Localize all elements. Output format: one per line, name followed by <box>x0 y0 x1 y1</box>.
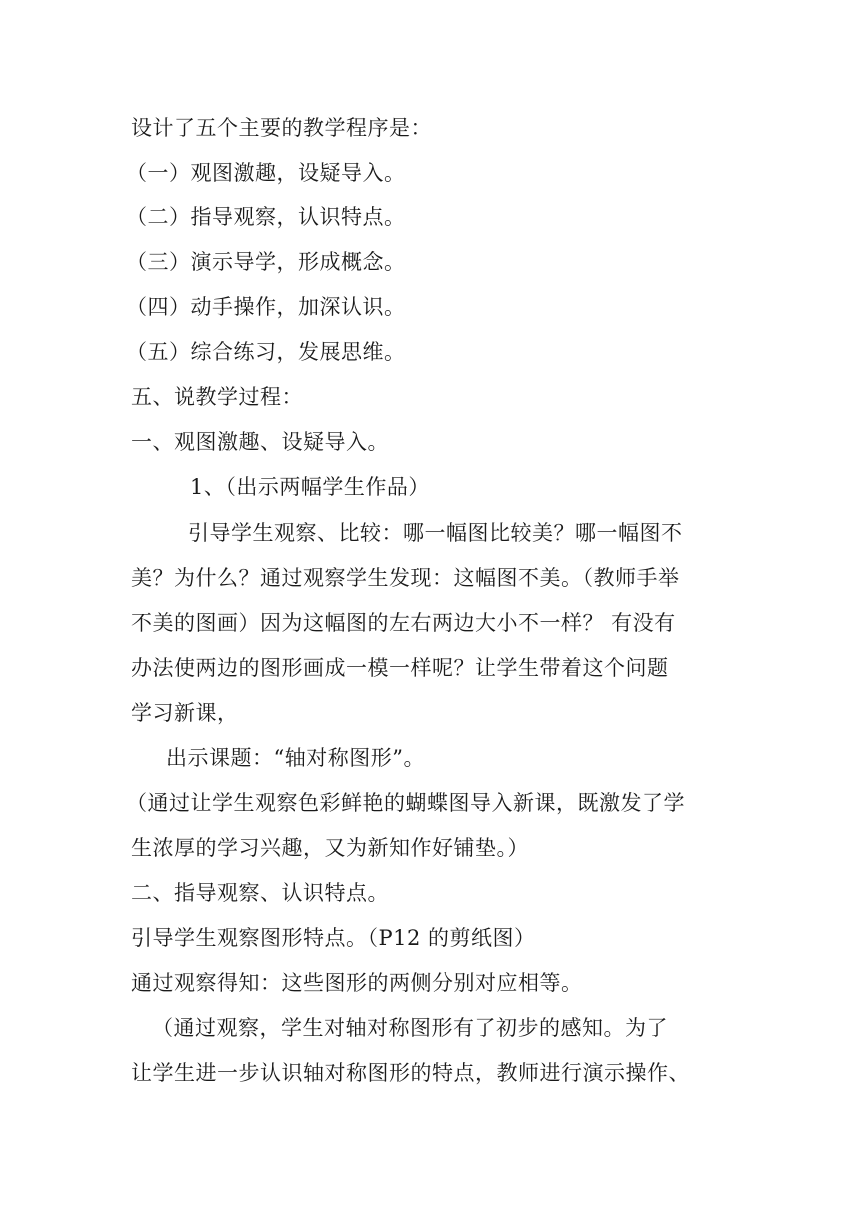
text-line-1: 设计了五个主要的教学程序是： <box>131 116 432 140</box>
text-line-13: 办法使两边的图形画成一模一样呢？让学生带着这个问题 <box>131 656 669 680</box>
text-line-4: （三）演示导学，形成概念。 <box>126 250 406 274</box>
section-heading-one: 一、观图激趣、设疑导入。 <box>131 430 389 454</box>
text-line-2: （一）观图激趣，设疑导入。 <box>126 161 406 185</box>
text-line-22: 让学生进一步认识轴对称图形的特点，教师进行演示操作、 <box>131 1061 690 1085</box>
text-line-12: 不美的图画）因为这幅图的左右两边大小不一样？ 有没有 <box>131 611 676 635</box>
text-line-14: 学习新课， <box>131 701 239 725</box>
text-line-16: （通过让学生观察色彩鲜艳的蝴蝶图导入新课，既激发了学 <box>126 791 685 815</box>
section-heading-five: 五、说教学过程： <box>131 385 303 409</box>
section-heading-two: 二、指导观察、认识特点。 <box>131 881 389 905</box>
text-line-9: 1、（出示两幅学生作品） <box>190 475 430 499</box>
lesson-title-line: 出示课题：“轴对称图形”。 <box>166 746 425 770</box>
text-line-20: 通过观察得知：这些图形的两侧分别对应相等。 <box>131 971 583 995</box>
text-line-3: （二）指导观察，认识特点。 <box>126 205 406 229</box>
text-line-5: （四）动手操作，加深认识。 <box>126 295 406 319</box>
text-line-19: 引导学生观察图形特点。（P12 的剪纸图） <box>131 926 536 950</box>
text-line-10: 引导学生观察、比较：哪一幅图比较美？哪一幅图不 <box>188 521 683 545</box>
text-line-17: 生浓厚的学习兴趣，又为新知作好铺垫。） <box>131 836 529 860</box>
text-line-11: 美？为什么？通过观察学生发现：这幅图不美。（教师手举 <box>131 566 680 590</box>
text-line-6: （五）综合练习，发展思维。 <box>126 340 406 364</box>
text-line-21: （通过观察，学生对轴对称图形有了初步的感知。为了 <box>152 1016 668 1040</box>
